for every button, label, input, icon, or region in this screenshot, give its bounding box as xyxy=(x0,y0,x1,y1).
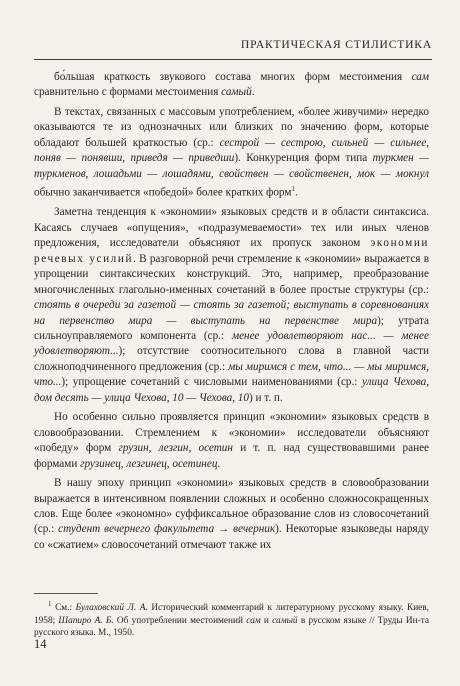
paragraph-3 xyxy=(34,205,429,406)
paragraph-5 xyxy=(34,476,429,553)
italic-run: менее удовлетворяют нас... — менее удовлетворяют... xyxy=(34,329,429,358)
text-run: ); утрата сильноуправляемого компонента (ср.: xyxy=(34,314,429,342)
text-run: Об употреблении местоимений xyxy=(113,615,247,626)
text-run: ). Некоторые языковеды наряду со «сжатием» словосочетаний отмечают также их xyxy=(34,523,429,551)
italic-run: Шапиро А. Б. xyxy=(58,615,114,626)
text-run: и т. п. над существовавшими ранее формами xyxy=(34,442,429,470)
italic-run: самый xyxy=(272,615,298,626)
text-run: В текстах, связанных с массовым употреблением, «более живучими» нередко оказываются те из однозначных или близких по значению форм, которые обладают большей краткостью (ср.: xyxy=(34,105,429,149)
text-run: Но особенно сильно проявляется принцип «экономии» языковых средств в словообразовании. Стремлением к «экономии» исследователи объясняют «победу» форм xyxy=(34,411,429,455)
italic-run: туркмен — туркменов, лошадьми — лошадями, свойствен — свойственен, мок — мокнул xyxy=(34,152,429,180)
italic-run: стоять в очереди за газетой — стоять за газетой; выступать в соревнованиях на первенство мира — выступать на первенстве мира xyxy=(34,299,429,327)
text-run: Заметна тенденция к «экономии» языковых средств и в области синтаксиса. Касаясь случаев «опущения», «подразумеваемости» тех или иных членов предложения, исследователи объясняют их пропуск законом xyxy=(34,206,429,250)
header-rule xyxy=(34,59,432,60)
text-run: . xyxy=(294,186,298,199)
text-run: ) и т. п. xyxy=(248,391,283,404)
paragraph-2 xyxy=(34,105,429,201)
text-run: сравнительно с формами местоимения xyxy=(34,86,222,99)
footnote-marker: 1 xyxy=(48,600,52,608)
text-run: . В разговорной речи стремление к «экономии» выражается в упрощении синтаксических конструкций. Это, например, преобразование многочисленных глагольно-именных сочетаний в более простые структуры (ср.: xyxy=(34,252,429,296)
paragraph-4 xyxy=(34,410,429,472)
italic-run: грузин, лезгин, осетин xyxy=(118,442,233,455)
text-run: . xyxy=(251,86,255,99)
text-run: . xyxy=(217,457,221,470)
spaced-emphasis: экономии речевых усилий xyxy=(34,237,429,265)
italic-run: сам xyxy=(411,71,429,83)
italic-run: улица Чехова, дом десять — улица Чехова, 10 — Чехова, 10 xyxy=(34,376,429,404)
italic-run: сестрой — сестрою, сильней — сильнее, поняв — понявши, приведя — приведши xyxy=(34,136,430,165)
text-run: Исторический комментарий к литературному русскому языку. Киев, 1958; xyxy=(34,603,430,626)
text-run: в русском языке // Труды Ин-та русского языка. М., 1950. xyxy=(34,615,429,639)
italic-run: грузинец, лезгинец, осетинец xyxy=(80,457,218,470)
page-number: 14 xyxy=(34,637,47,651)
text-run: В нашу эпоху принцип «экономии» языковых средств в словообразовании выражается в интенсивном появлении сложных и особенно сложносокращенных слов. Еще более «экономно» суффиксальное образование слов из словосочетаний (ср.: xyxy=(34,477,429,536)
italic-run: самый xyxy=(221,86,252,99)
text-run: ); упрощение сочетаний с числовыми наименованиями (ср.: xyxy=(61,376,362,389)
text-run: бо́льшая краткость звукового состава многих форм местоимения xyxy=(54,71,412,83)
paragraph-1 xyxy=(34,70,429,101)
text-run: ); отсутствие соотносительного слова в главной части сложноподчиненного предложения (ср.: xyxy=(34,345,429,373)
text-run: См.: xyxy=(51,603,76,614)
text-run: ). Конкуренция форм типа xyxy=(234,152,373,165)
running-header: ПРАКТИЧЕСКАЯ СТИЛИСТИКА xyxy=(240,38,432,51)
main-text xyxy=(34,70,429,557)
italic-run: мы миримся с тем, что... — мы миримся, что... xyxy=(34,360,429,389)
italic-run: Булаховский Л. А. xyxy=(75,603,148,614)
italic-run: студент вечернего факультета → вечерник xyxy=(58,523,276,536)
footnote xyxy=(34,598,429,640)
text-run: и xyxy=(260,615,273,626)
text-run: обычно заканчивается «победой» более кратких форм xyxy=(34,186,292,199)
footnote-reference[interactable]: 1 xyxy=(291,185,295,194)
italic-run: сам xyxy=(246,615,261,626)
footnote-rule xyxy=(34,593,98,594)
